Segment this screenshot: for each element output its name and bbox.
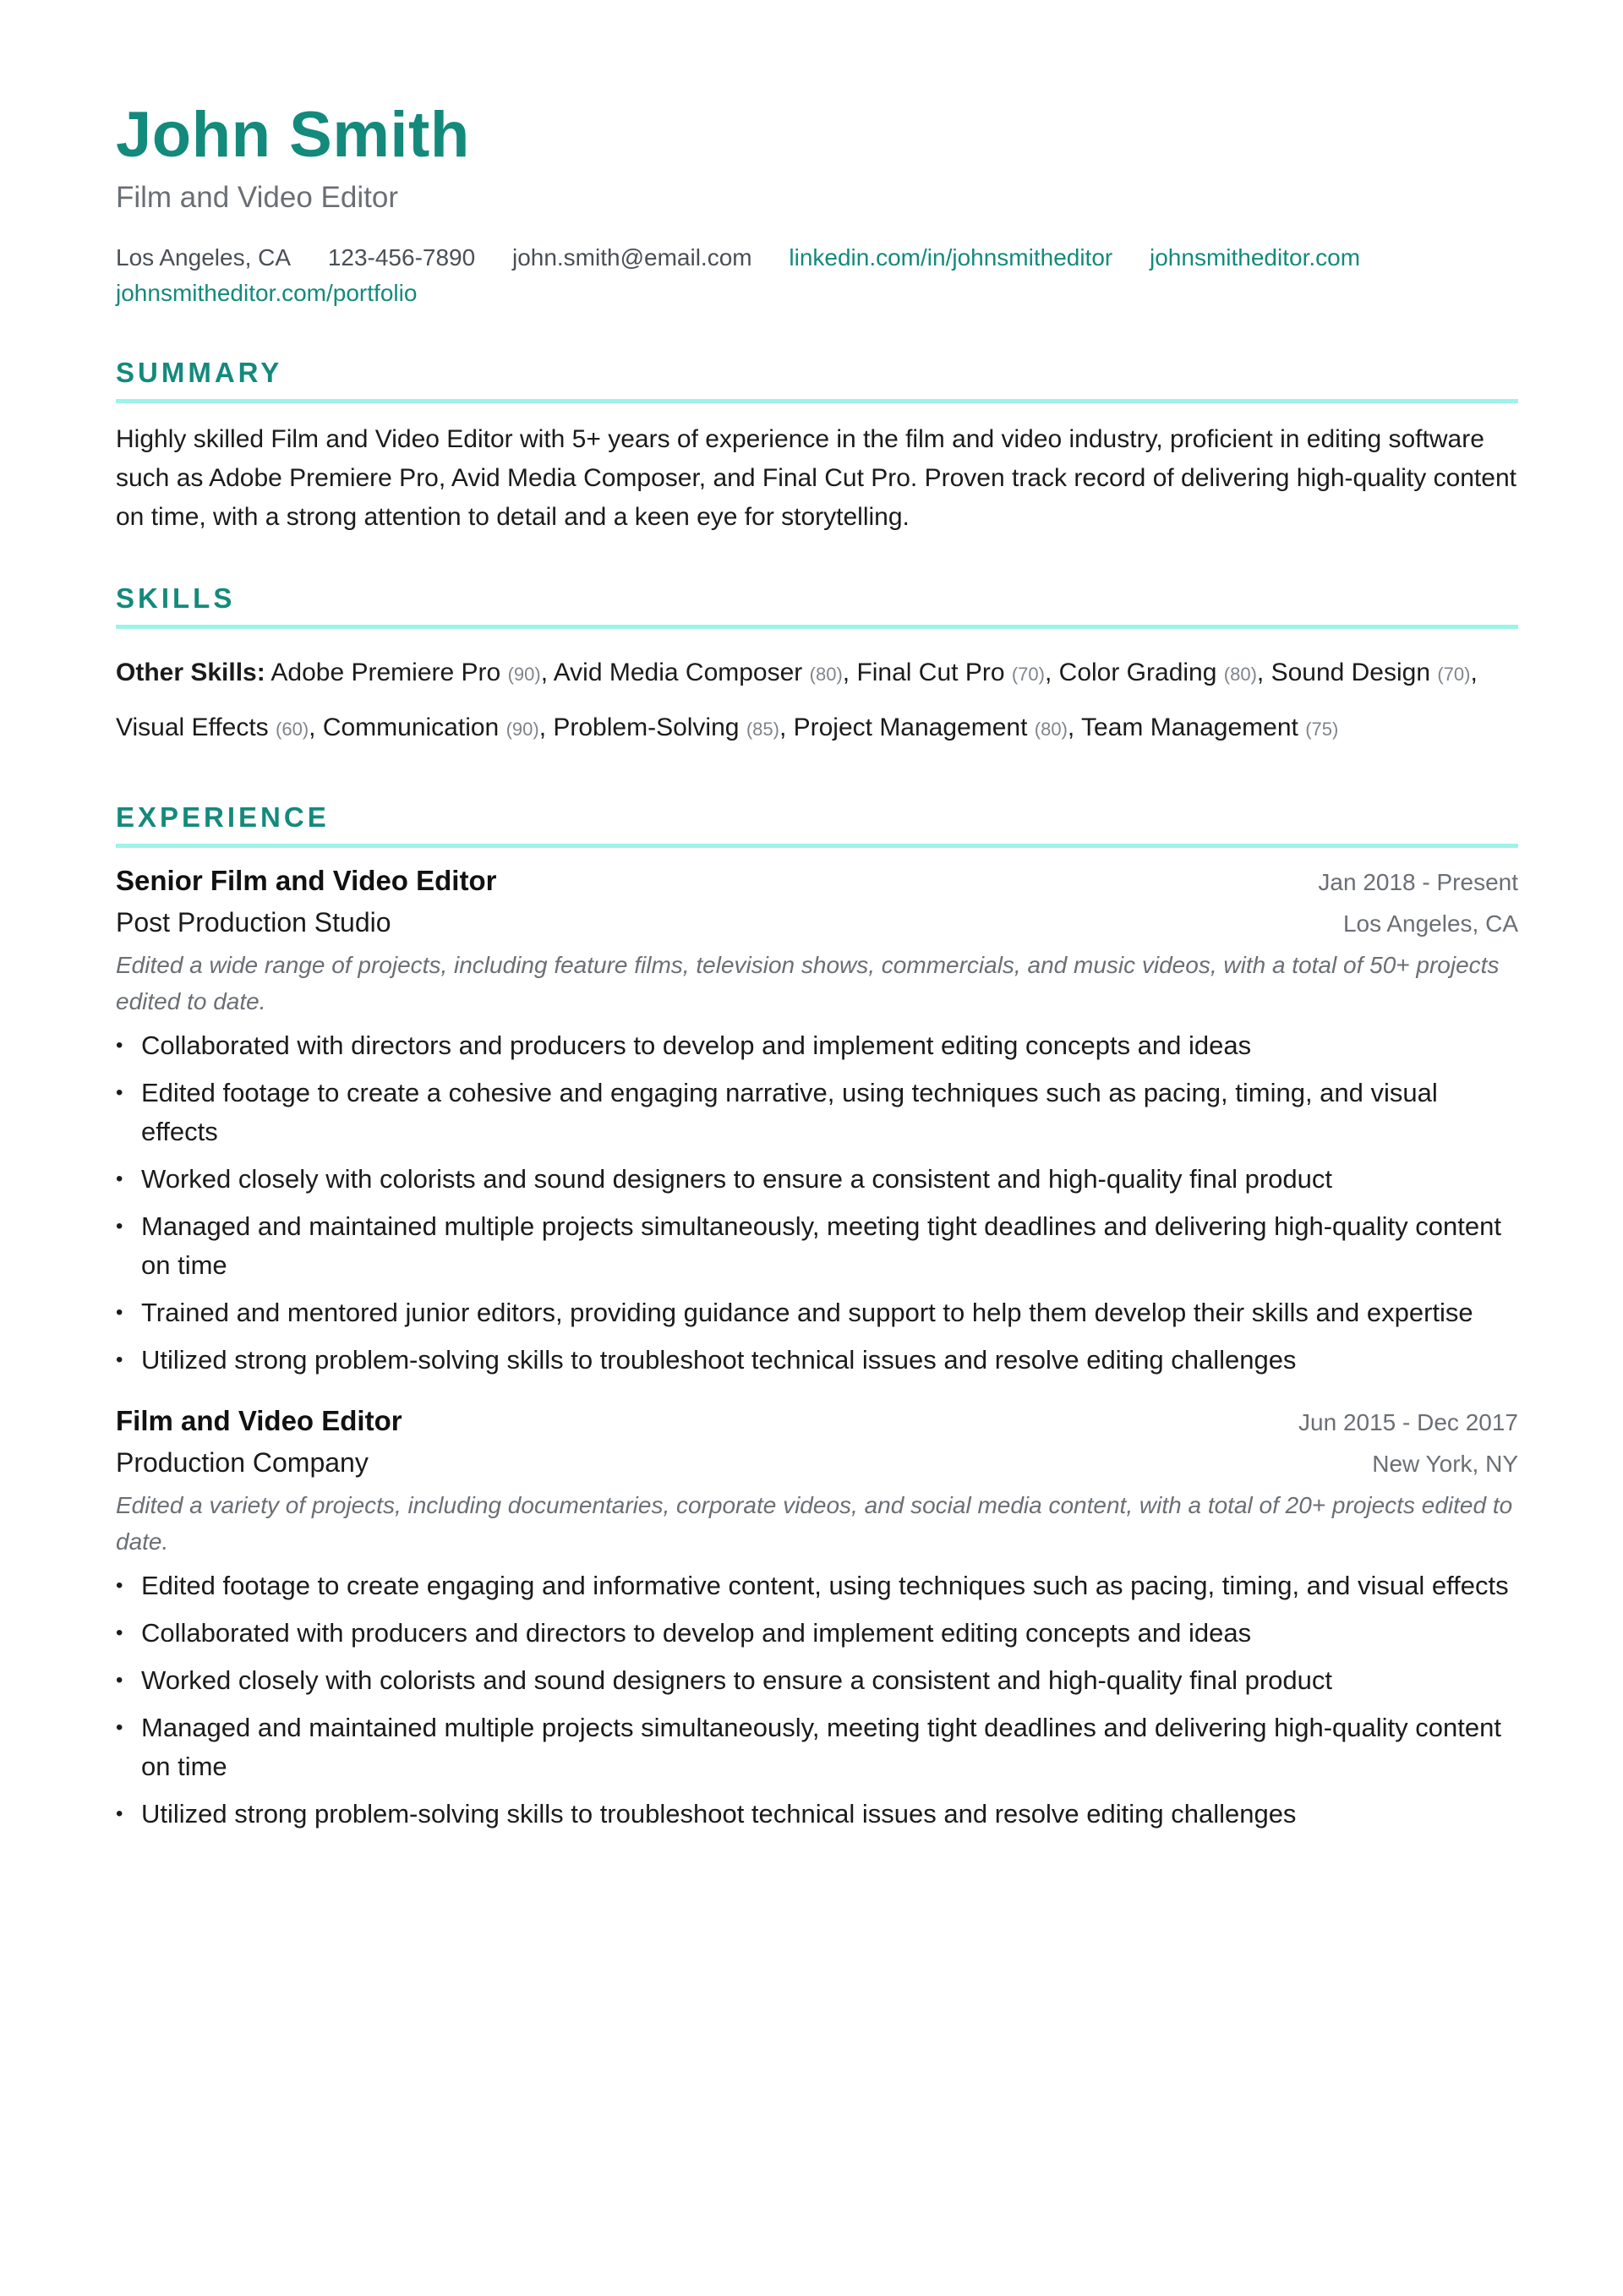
job-location: New York, NY (1372, 1450, 1518, 1477)
summary-text: Highly skilled Film and Video Editor with 5+ years of experience in the film and video industry, proficient in editing software such as Adobe Premiere Pro, Avid Media Composer, and Final Cut Pro. Proven track record of delivering high-quality content on time, with a strong attention to detail and a keen eye for storytelling. (116, 424, 1516, 531)
job-bullets (116, 1566, 1518, 1834)
job-bullet: • Utilized strong problem-solving skills to troubleshoot technical issues and resolve editing challenges (116, 1795, 1518, 1834)
candidate-title: Film and Video Editor (116, 180, 398, 214)
skill-name: Final Cut Pro (856, 658, 1005, 686)
portfolio-link[interactable]: johnsmitheditor.com/portfolio (116, 279, 418, 306)
job-entry (116, 1405, 1518, 1834)
section-divider (116, 625, 1518, 629)
candidate-name: John Smith (116, 99, 470, 171)
job-description: Edited a variety of projects, including documentaries, corporate videos, and social media content, with a total of 20+ projects edited to date. (116, 1491, 1513, 1555)
linkedin-link[interactable]: linkedin.com/in/johnsmitheditor (789, 243, 1113, 271)
skill-name: Visual Effects (116, 713, 269, 741)
skill-name: Sound Design (1271, 658, 1431, 686)
skill-level: (80) (809, 663, 843, 685)
skill-name: Adobe Premiere Pro (270, 658, 501, 686)
job-bullet: • Worked closely with colorists and sound designers to ensure a consistent and high-quality final product (116, 1661, 1518, 1700)
section-divider (116, 399, 1518, 403)
job-header-row (116, 1405, 1518, 1437)
job-dates: Jan 2018 - Present (1318, 868, 1518, 895)
skill-name: Problem-Solving (553, 713, 740, 741)
job-bullet: • Managed and maintained multiple projects simultaneously, meeting tight deadlines and delivering high-quality content on time (116, 1708, 1518, 1786)
job-company: Production Company (116, 1446, 369, 1478)
job-company: Post Production Studio (116, 906, 391, 938)
contact-phone: 123-456-7890 (327, 243, 476, 271)
job-bullet: • Collaborated with producers and directors to develop and implement editing concepts and ideas (116, 1614, 1518, 1653)
job-description: Edited a wide range of projects, including feature films, television shows, commercials, and music videos, with a total of 50+ projects edited to date. (116, 951, 1500, 1014)
job-bullets (116, 1026, 1518, 1380)
contact-location: Los Angeles, CA (116, 243, 292, 271)
website-link[interactable]: johnsmitheditor.com (1150, 243, 1361, 271)
job-company-row (116, 1437, 1518, 1479)
skills-section (116, 582, 1518, 756)
job-bullet: • Managed and maintained multiple projects simultaneously, meeting tight deadlines and delivering high-quality content on time (116, 1207, 1518, 1285)
job-dates: Jun 2015 - Dec 2017 (1298, 1408, 1518, 1435)
contact-info (116, 240, 1518, 311)
contact-email: john.smith@email.com (511, 243, 752, 271)
job-bullet: • Worked closely with colorists and sound designers to ensure a consistent and high-quality final product (116, 1160, 1518, 1199)
job-bullet: • Edited footage to create a cohesive and engaging narrative, using techniques such as pacing, timing, and visual effects (116, 1074, 1518, 1151)
skills-label: Other Skills: (116, 658, 265, 686)
skill-name: Communication (322, 713, 500, 741)
skill-level: (75) (1305, 718, 1339, 740)
job-bullet: • Trained and mentored junior editors, providing guidance and support to help them develop their skills and expertise (116, 1293, 1518, 1332)
job-entry (116, 865, 1518, 1380)
resume-header (116, 100, 1518, 311)
skill-level: (70) (1011, 663, 1045, 685)
experience-section (116, 801, 1518, 1834)
skill-name: Team Management (1081, 713, 1298, 741)
skill-level: (80) (1223, 663, 1257, 685)
skill-level: (85) (746, 718, 779, 740)
section-heading-summary: SUMMARY (116, 356, 283, 388)
job-role: Film and Video Editor (116, 1404, 402, 1436)
skill-level: (90) (505, 718, 539, 740)
job-company-row (116, 897, 1518, 938)
section-heading-skills: SKILLS (116, 582, 236, 614)
skill-level: (60) (276, 718, 309, 740)
job-bullet: • Edited footage to create engaging and informative content, using techniques such as pacing, timing, and visual effects (116, 1566, 1518, 1605)
job-bullet: • Utilized strong problem-solving skills to troubleshoot technical issues and resolve editing challenges (116, 1341, 1518, 1380)
skill-name: Project Management (793, 713, 1028, 741)
skill-level: (70) (1437, 663, 1471, 685)
summary-section (116, 357, 1518, 537)
skills-list: Other Skills: Adobe Premiere Pro (90), Avid Media Composer (80), Final Cut Pro (70), Color Grading (80), Sound Design (70), Visual Effects (60), Communication (90), Problem-Solving (85), Project Management (80), Team Management (75) (116, 658, 1478, 741)
skill-level: (90) (507, 663, 541, 685)
job-header-row (116, 865, 1518, 897)
skill-name: Avid Media Composer (553, 658, 803, 686)
section-heading-experience: EXPERIENCE (116, 801, 330, 833)
job-bullet: • Collaborated with directors and producers to develop and implement editing concepts and ideas (116, 1026, 1518, 1065)
job-role: Senior Film and Video Editor (116, 864, 497, 896)
section-divider (116, 844, 1518, 848)
skill-level: (80) (1034, 718, 1068, 740)
job-location: Los Angeles, CA (1342, 910, 1518, 937)
skill-name: Color Grading (1058, 658, 1217, 686)
